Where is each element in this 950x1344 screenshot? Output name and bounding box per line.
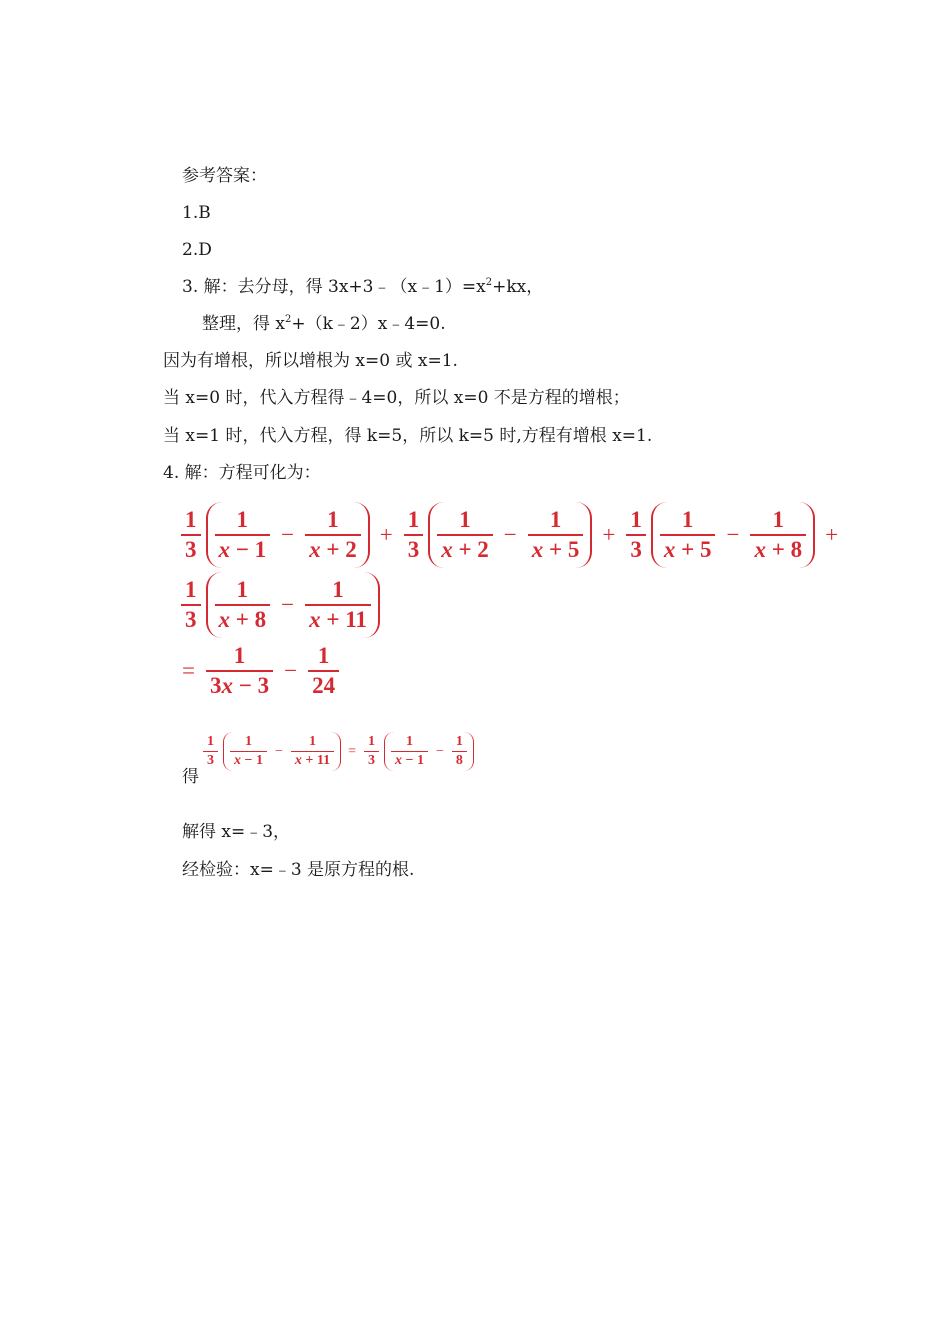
bracket-group: $\frac{1}{x - 1}$ − $\frac{1}{8}$ xyxy=(384,732,474,771)
q3-line1-text: 3. 解：去分母，得 3x+3﹣（x﹣1）=x xyxy=(182,277,486,297)
term-fraction: $\frac{1}{x - 1}$ xyxy=(215,506,271,564)
answer-q2: 2.D xyxy=(182,240,212,260)
bracket-group: $\frac{1}{x - 1}$ − $\frac{1}{x + 11}$ xyxy=(223,732,341,771)
term-fraction: $\frac{1}{x + 2}$ xyxy=(437,506,493,564)
third-fraction: $\frac{1}{3}$ xyxy=(404,506,424,564)
q3-line1-tail: +kx， xyxy=(492,277,544,297)
rhs-fraction: $\frac{1}{3x - 3}$ xyxy=(206,642,273,700)
answer-q1: 1.B xyxy=(182,203,211,223)
equation1-row3: = $\frac{1}{3x - 3}$ − $\frac{1}{24}$ xyxy=(178,642,342,700)
answer-q4-intro: 4. 解：方程可化为： xyxy=(163,463,321,483)
third-fraction: $\frac{1}{3}$ xyxy=(181,506,201,564)
answer-q3-line4: 当 x=0 时，代入方程得﹣4=0，所以 x=0 不是方程的增根； xyxy=(163,388,630,408)
equation1-row1: $\frac{1}{3}$ $\frac{1}{x - 1}$ − $\frac{1}{x + 2}$ + $\frac{1}{3}$ $\frac{1}{x + 2}$ − $\frac{1}{x + 5}$ + $\frac{1}{3}$ $\frac{1}{x + 5}$ − $\frac{1}{x + 8}$ + xyxy=(178,502,846,568)
bracket-group: $\frac{1}{x + 8}$ − $\frac{1}{x + 11}$ xyxy=(206,572,380,638)
third-fraction: $\frac{1}{3}$ xyxy=(626,506,646,564)
rhs-fraction: $\frac{1}{24}$ xyxy=(308,642,339,700)
term-fraction: $\frac{1}{x + 8}$ xyxy=(750,506,806,564)
answer-q4-solve: 解得 x=﹣3， xyxy=(182,822,291,842)
q3-line2-tail: +（k﹣2）x﹣4=0. xyxy=(291,314,446,334)
term-fraction: $\frac{1}{x - 1}$ xyxy=(230,734,267,769)
bracket-group: $\frac{1}{x + 5}$ − $\frac{1}{x + 8}$ xyxy=(651,502,815,568)
equation1-row2 xyxy=(178,572,382,638)
answer-q3-line5: 当 x=1 时，代入方程，得 k=5，所以 k=5 时,方程有增根 x=1. xyxy=(163,426,653,446)
answer-q4-check: 经检验：x=﹣3 是原方程的根. xyxy=(182,860,415,880)
q3-line2-exponent: 2 xyxy=(285,314,292,325)
q4-de-label: 得 xyxy=(182,767,199,787)
third-fraction: $\frac{1}{3}$ xyxy=(203,734,218,769)
third-fraction: $\frac{1}{3}$ xyxy=(181,576,201,634)
equation2: $\frac{1}{3}$ $\frac{1}{x - 1}$ − $\frac{1}{x + 11}$ = $\frac{1}{3}$ $\frac{1}{x - 1}$ − $\frac{1}{8}$ xyxy=(200,732,476,771)
term-fraction: $\frac{1}{x + 11}$ xyxy=(305,576,371,634)
answer-q3-line3: 因为有增根，所以增根为 x=0 或 x=1. xyxy=(163,351,458,371)
term-fraction: $\frac{1}{x - 1}$ xyxy=(391,734,428,769)
term-fraction: $\frac{1}{x + 5}$ xyxy=(528,506,584,564)
q3-line1-exponent: 2 xyxy=(485,277,493,288)
term-fraction: $\frac{1}{x + 5}$ xyxy=(660,506,716,564)
q3-line2-text: 整理，得 x xyxy=(202,314,285,334)
answer-q3-line1 xyxy=(182,275,543,299)
term-fraction: $\frac{1}{x + 11}$ xyxy=(291,734,334,769)
answer-heading: 参考答案： xyxy=(182,166,267,186)
third-fraction: $\frac{1}{3}$ xyxy=(364,734,379,769)
term-fraction: $\frac{1}{8}$ xyxy=(452,734,467,769)
answer-q3-line2 xyxy=(202,312,446,336)
bracket-group: $\frac{1}{x - 1}$ − $\frac{1}{x + 2}$ xyxy=(206,502,370,568)
term-fraction: $\frac{1}{x + 8}$ xyxy=(215,576,271,634)
term-fraction: $\frac{1}{x + 2}$ xyxy=(305,506,361,564)
bracket-group: $\frac{1}{x + 2}$ − $\frac{1}{x + 5}$ xyxy=(428,502,592,568)
